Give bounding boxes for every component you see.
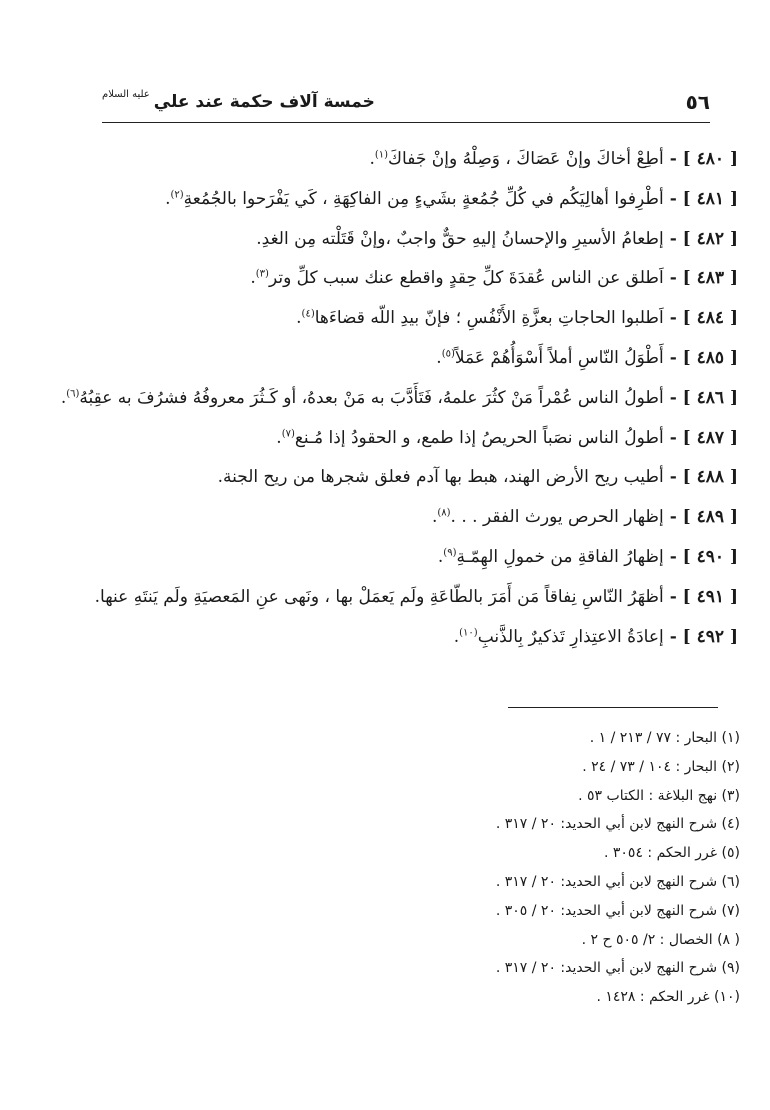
saying-end-mark: . xyxy=(369,149,375,169)
saying-number: [ ٤٨٨ ] - xyxy=(669,467,738,488)
footnote-reference: (٦) xyxy=(66,388,80,400)
saying-text: إعادَةُ الاعتِذارِ تَذكيرٌ بِالذَّنبِ xyxy=(477,626,664,647)
saying-text: أطولُ الناس نصَباً الحريصُ إذا طمع، و الحقودُ إذا مُـنع xyxy=(294,427,664,448)
saying-end-mark: . xyxy=(296,308,302,329)
footnote-item: (١) البحار : ٧٧ / ٢١٣ / ١ . xyxy=(589,730,740,746)
page-number: ٥٦ xyxy=(685,90,710,114)
saying-item xyxy=(60,419,750,459)
saying-end-mark: . xyxy=(453,626,460,647)
footnotes-list xyxy=(300,724,740,1012)
saying-item xyxy=(60,498,750,538)
saying-number: [ ٤٩٢ ] - xyxy=(669,626,738,647)
saying-end-mark: . xyxy=(431,507,438,528)
saying-text: أطولُ الناس عُمْراً مَنْ كثُرَ علمهُ، فَتَأَدَّبَ به مَنْ بعدهُ، أو كَـثُرَ معروفُهُ فشرُفَ به عقِبُهُ xyxy=(79,387,664,408)
saying-item xyxy=(60,180,750,220)
page-header xyxy=(102,82,710,122)
footnote-divider xyxy=(508,707,718,708)
saying-text: أَطْوَلُ النّاسِ أملاً أَسْوَأُهُمْ عَمَلاً xyxy=(454,347,664,368)
saying-item xyxy=(60,259,750,299)
saying-number: [ ٤٨٢ ] - xyxy=(669,228,738,249)
saying-end-mark: . xyxy=(276,427,282,448)
saying-text: أطْرِفوا أهالِيَكُم في كُلِّ جُمُعةٍ بشَيءٍ مِن الفاكِهَةِ ، كَي يَفْرَحوا بالجُمُعةِ xyxy=(183,188,664,209)
footnote-item: (٧) شرح النهج لابن أبي الحديد: ٢٠ / ٣٠٥ . xyxy=(495,902,740,919)
saying-number: [ ٤٨٥ ] - xyxy=(669,347,738,368)
saying-number: [ ٤٨٣ ] - xyxy=(669,268,738,289)
footnote-item: (٥) غرر الحكم : ٣٠٥٤ . xyxy=(603,845,740,862)
saying-text: أطِعْ أخاكَ وإنْ عَصَاكَ ، وَصِلْهُ وإنْ جَفاكَ xyxy=(388,149,664,169)
footnote-reference: (٤) xyxy=(301,308,315,320)
saying-text: أطيب ريح الأرض الهند، هبط بها آدم فعلق شجرها من ريح الجنة xyxy=(223,467,664,488)
saying-number: [ ٤٩١ ] - xyxy=(669,586,738,607)
saying-text: إظهار الحرص يورث الفقر . . . xyxy=(450,507,664,528)
sayings-list xyxy=(60,140,750,657)
saying-end-mark: . xyxy=(437,546,444,567)
footnote-reference: (٣) xyxy=(255,268,269,280)
saying-number: [ ٤٨٦ ] - xyxy=(669,387,738,408)
saying-item xyxy=(60,379,750,419)
saying-item xyxy=(60,140,750,180)
footnote-item: (٤) شرح النهج لابن أبي الحديد: ٢٠ / ٣١٧ . xyxy=(495,816,740,833)
saying-text: إظهارُ الفاقةِ من خمولِ الهِمّـةِ xyxy=(456,546,664,567)
footnote-item: ( ٨) الخصال : ٢/ ٥٠٥ ح ٢ . xyxy=(581,931,740,948)
footnote-reference: (٥) xyxy=(441,348,455,360)
footnote-reference: (٧) xyxy=(281,427,295,439)
saying-text: إطعامُ الأسيرِ والإحسانُ إليهِ حقٌّ واجبٌ ،وإنْ قَتَلْته مِن الغدِ xyxy=(261,228,664,249)
footnote-item: (٦) شرح النهج لابن أبي الحديد: ٢٠ / ٣١٧ . xyxy=(495,873,740,890)
running-title xyxy=(102,88,375,112)
saying-end-mark: . xyxy=(165,188,171,209)
saying-number: [ ٤٩٠ ] - xyxy=(669,546,738,567)
saying-number: [ ٤٨٠ ] - xyxy=(669,149,738,169)
footnote-reference: (٢) xyxy=(170,189,184,201)
footnote-reference: (٨) xyxy=(437,507,451,519)
saying-end-mark: . xyxy=(217,467,224,488)
footnote-reference: (٩) xyxy=(443,547,457,559)
footnote-reference: (١٠) xyxy=(459,626,478,638)
footnote-item: (٣) نهج البلاغة : الكتاب ٥٣ . xyxy=(578,787,740,804)
saying-number: [ ٤٨٤ ] - xyxy=(669,308,738,329)
honorific-mark: عليه السلام xyxy=(102,88,150,100)
saying-item xyxy=(60,618,750,658)
saying-item xyxy=(60,299,750,339)
header-divider xyxy=(102,122,710,123)
footnote-item: (٢) البحار : ١٠٤ / ٧٣ / ٢٤ . xyxy=(582,758,740,775)
saying-number: [ ٤٨٧ ] - xyxy=(669,427,738,448)
saying-item xyxy=(60,538,750,578)
saying-end-mark: . xyxy=(60,387,67,408)
saying-text: اَطلق عن الناس عُقدَةَ كلِّ حِقدٍ واقطع عنك سبب كلِّ وتر xyxy=(268,268,664,289)
saying-end-mark: . xyxy=(250,268,256,289)
saying-number: [ ٤٨٩ ] - xyxy=(669,507,738,528)
running-title-text: خمسة آلاف حكمة عند علي xyxy=(153,92,375,112)
saying-number: [ ٤٨١ ] - xyxy=(669,188,738,209)
saying-item xyxy=(60,339,750,379)
saying-text: اَطلبوا الحاجاتِ بعزَّةِ الأَنْفُسِ ؛ فإنّ بيدِ اللّه قضاءَها xyxy=(314,308,664,329)
saying-item xyxy=(60,458,750,498)
saying-end-mark: . xyxy=(256,228,262,249)
saying-item xyxy=(60,220,750,260)
footnote-reference: (١) xyxy=(374,149,389,161)
saying-item xyxy=(60,578,750,618)
footnote-item: (٩) شرح النهج لابن أبي الحديد: ٢٠ / ٣١٧ . xyxy=(495,960,740,977)
footnote-item: (١٠) غرر الحكم : ١٤٢٨ . xyxy=(596,989,740,1006)
saying-text: أظهَرُ النّاسِ نِفاقاً مَن أَمَرَ بالطّاعَةِ ولَم يَعمَلْ بها ، ونَهى عنِ المَعصيَةِ ولَم يَنتَهِ عنها xyxy=(100,586,664,607)
saying-end-mark: . xyxy=(436,347,442,368)
saying-end-mark: . xyxy=(94,586,101,607)
